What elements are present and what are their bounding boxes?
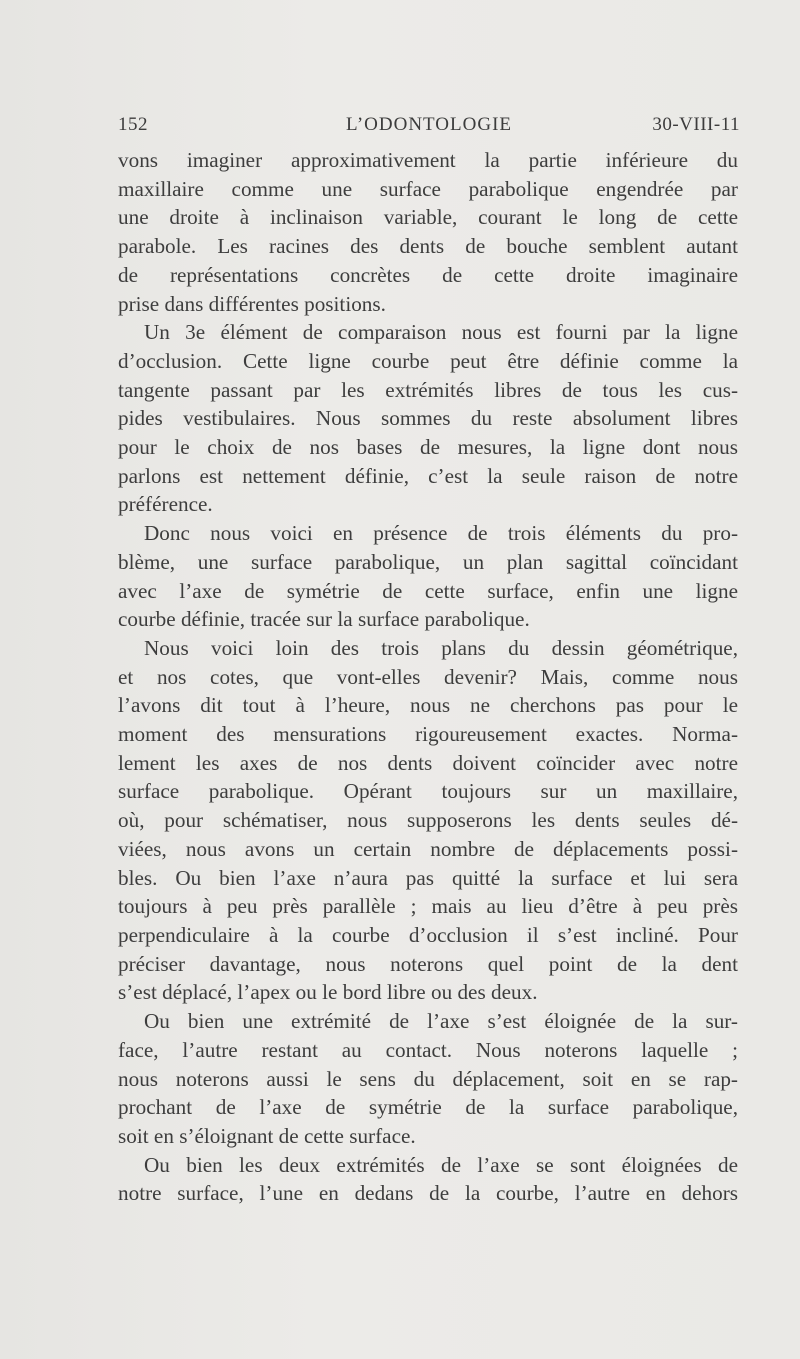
text-line: Nous voici loin des trois plans du dessin géométrique, [144, 635, 738, 660]
text-line: vons imaginer approximativement la partie inférieure du [118, 148, 738, 172]
text-line: perpendiculaire à la courbe d’occlusion il s’est incliné. Pour [118, 922, 738, 947]
text-line: préférence. [118, 492, 213, 517]
text-line: et nos cotes, que vont-elles devenir? Mais, comme nous [118, 664, 738, 689]
running-header [118, 114, 740, 144]
text-line: avec l’axe de symétrie de cette surface, enfin une ligne [118, 578, 738, 603]
text-line: soit en s’éloignant de cette surface. [118, 1123, 416, 1148]
text-line: une droite à inclinaison variable, courant le long de cette [118, 205, 738, 230]
text-line: Un 3e élément de comparaison nous est fourni par la ligne [144, 320, 738, 345]
text-line: nous noterons aussi le sens du déplacement, soit en se rap- [118, 1066, 738, 1091]
text-line: notre surface, l’une en dedans de la courbe, l’autre en dehors [118, 1181, 738, 1206]
text-line: toujours à peu près parallèle ; mais au lieu d’être à peu près [118, 894, 738, 919]
text-line: parlons est nettement définie, c’est la seule raison de notre [118, 463, 738, 488]
text-line: parabole. Les racines des dents de bouche semblent autant [118, 234, 738, 259]
text-line: l’avons dit tout à l’heure, nous ne cherchons pas pour le [118, 693, 738, 718]
text-line: pour le choix de nos bases de mesures, la ligne dont nous [118, 435, 738, 460]
text-line: maxillaire comme une surface parabolique engendrée par [118, 176, 738, 201]
text-line: de représentations concrètes de cette droite imaginaire [118, 262, 738, 287]
text-line: préciser davantage, nous noterons quel point de la dent [118, 951, 738, 976]
text-line: blème, une surface parabolique, un plan sagittal coïncidant [118, 549, 738, 574]
body-text [118, 146, 738, 1208]
text-line: Ou bien les deux extrémités de l’axe se sont éloignées de [144, 1152, 738, 1177]
text-line: viées, nous avons un certain nombre de déplacements possi- [118, 836, 738, 861]
text-line: courbe définie, tracée sur la surface parabolique. [118, 607, 530, 632]
text-line: Donc nous voici en présence de trois éléments du pro- [144, 521, 738, 546]
issue-date: 30-VIII-11 [652, 114, 740, 135]
journal-title: L’ODONTOLOGIE [345, 114, 513, 135]
text-line: tangente passant par les extrémités libres de tous les cus- [118, 377, 738, 402]
text-line: surface parabolique. Opérant toujours sur un maxillaire, [118, 779, 738, 804]
page-number: 152 [118, 114, 148, 135]
text-line: Ou bien une extrémité de l’axe s’est éloignée de la sur- [144, 1009, 738, 1034]
text-line: d’occlusion. Cette ligne courbe peut être définie comme la [118, 348, 738, 373]
text-line: prochant de l’axe de symétrie de la surface parabolique, [118, 1095, 738, 1120]
text-line: s’est déplacé, l’apex ou le bord libre ou des deux. [118, 980, 538, 1005]
text-line: prise dans différentes positions. [118, 291, 386, 316]
text-line: bles. Ou bien l’axe n’aura pas quitté la surface et lui sera [118, 865, 738, 890]
text-line: lement les axes de nos dents doivent coïncider avec notre [118, 750, 738, 775]
text-line: où, pour schématiser, nous supposerons les dents seules dé- [118, 808, 738, 833]
text-line: moment des mensurations rigoureusement exactes. Norma- [118, 722, 738, 747]
text-line: face, l’autre restant au contact. Nous noterons laquelle ; [118, 1037, 738, 1062]
text-line: pides vestibulaires. Nous sommes du reste absolument libres [118, 406, 738, 431]
